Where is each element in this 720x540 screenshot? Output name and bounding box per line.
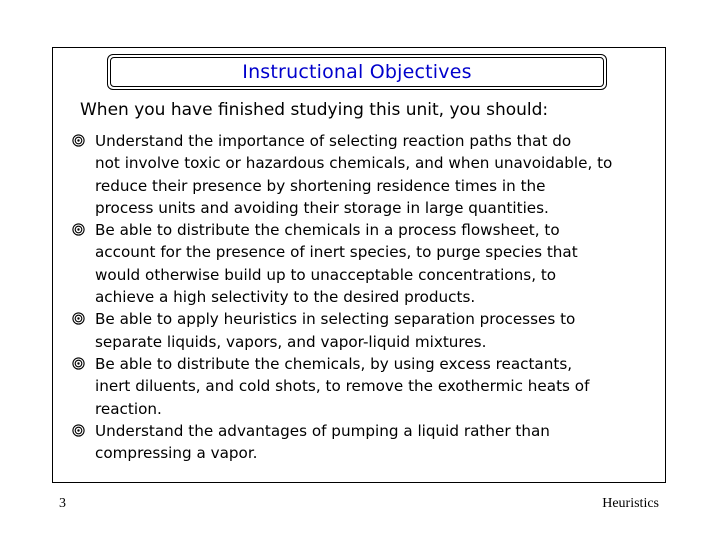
objective-item — [72, 219, 662, 308]
objective-line: would otherwise build up to unacceptable concentrations, to — [95, 265, 557, 284]
objective-item — [72, 353, 662, 420]
objective-item — [72, 130, 662, 219]
objective-line: Be able to distribute the chemicals in a process flowsheet, to — [95, 221, 560, 240]
footer-label: Heuristics — [602, 496, 659, 511]
concentric-circle-bullet-icon — [72, 134, 85, 147]
objective-line: compressing a vapor. — [95, 444, 258, 463]
concentric-circle-bullet-icon — [72, 312, 85, 325]
objective-line: not involve toxic or hazardous chemicals, and when unavoidable, to — [95, 154, 613, 173]
concentric-circle-bullet-icon — [72, 223, 85, 236]
objectives-list — [72, 130, 662, 464]
objective-line: separate liquids, vapors, and vapor-liquid mixtures. — [95, 332, 487, 351]
concentric-circle-bullet-icon — [72, 357, 85, 370]
title-box — [107, 54, 607, 90]
slide-title: Instructional Objectives — [242, 61, 472, 83]
objective-line: reaction. — [95, 399, 162, 418]
objective-line: account for the presence of inert species, to purge species that — [95, 243, 578, 262]
objective-item — [72, 420, 662, 465]
objective-line: Be able to distribute the chemicals, by using excess reactants, — [95, 354, 573, 373]
concentric-circle-bullet-icon — [72, 424, 85, 437]
objective-line: reduce their presence by shortening residence times in the — [95, 176, 546, 195]
page-number: 3 — [59, 496, 66, 511]
objective-line: inert diluents, and cold shots, to remove the exothermic heats of — [95, 377, 590, 396]
intro-text: When you have finished studying this unit, you should: — [80, 100, 549, 120]
objective-line: achieve a high selectivity to the desired products. — [95, 288, 476, 307]
objective-item — [72, 308, 662, 353]
objective-line: process units and avoiding their storage in large quantities. — [95, 198, 549, 217]
objective-line: Be able to apply heuristics in selecting separation processes to — [95, 310, 576, 329]
objective-line: Understand the importance of selecting reaction paths that do — [95, 132, 572, 150]
objective-line: Understand the advantages of pumping a liquid rather than — [95, 421, 550, 440]
